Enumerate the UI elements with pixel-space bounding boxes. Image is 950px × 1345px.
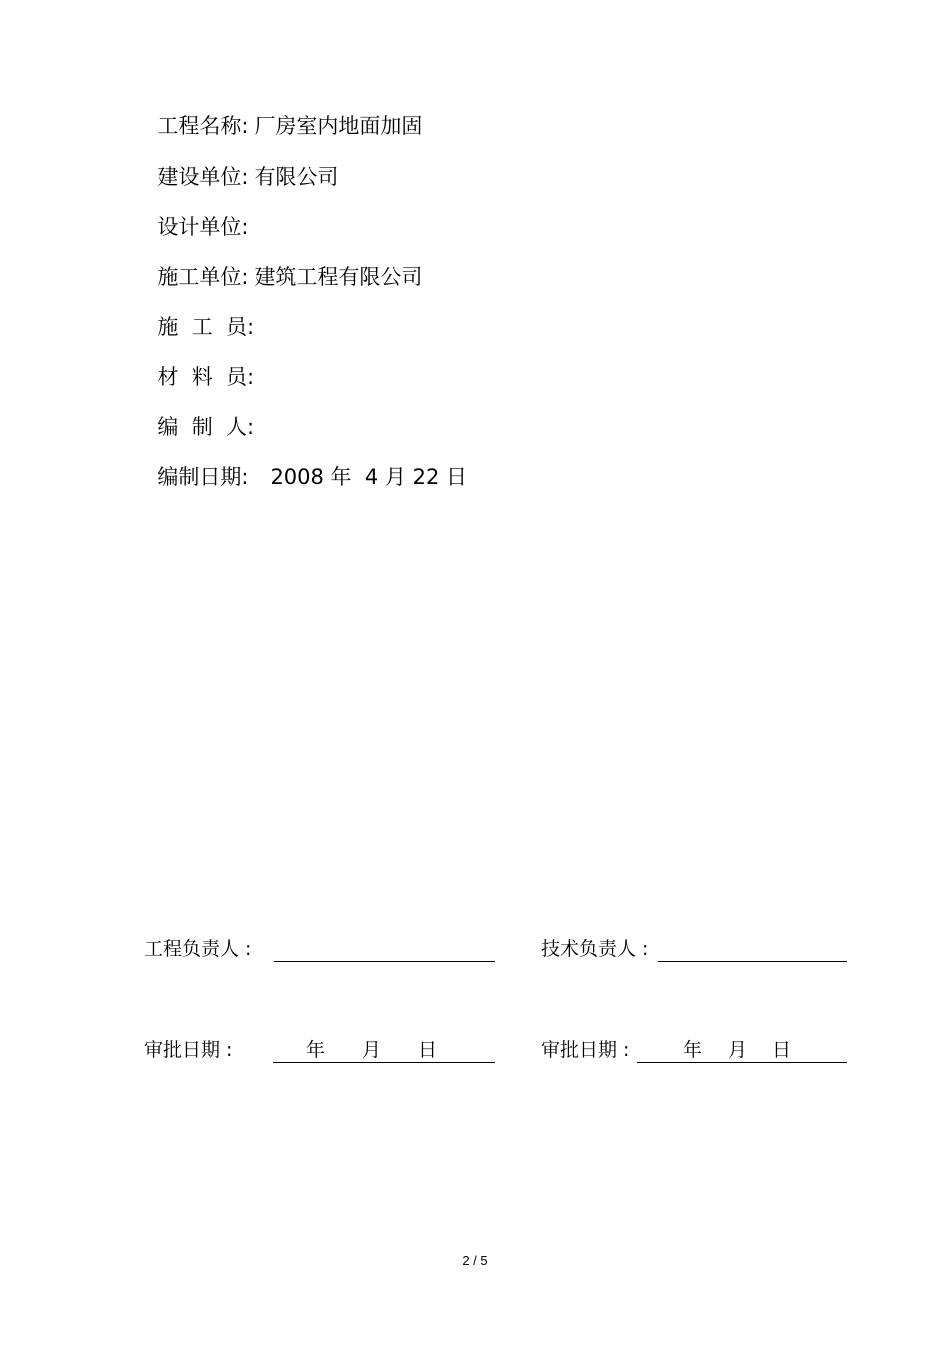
approval-date-right-month: 月 (728, 1039, 748, 1061)
approval-date-right-label: 审批日期 : (541, 1039, 630, 1061)
approval-date-left-year: 年 (306, 1039, 326, 1061)
approval-date-left-label: 审批日期 : (144, 1039, 233, 1061)
builder-value: 有限公司 (254, 165, 339, 189)
construction-staff-label: 施 工 员: (157, 315, 255, 339)
approval-date-right-year: 年 (683, 1039, 703, 1061)
tech-lead-label: 技术负责人 : (541, 938, 649, 960)
compiler-row (144, 388, 254, 440)
page-number: 2 / 5 (462, 1253, 488, 1268)
contractor-label: 施工单位: (157, 265, 249, 289)
contractor-row (144, 238, 422, 290)
tech-lead-signature-line (658, 937, 847, 962)
designer-label: 设计单位: (157, 215, 249, 239)
construction-staff-row (144, 288, 254, 340)
designer-row (144, 188, 254, 240)
project-lead-label: 工程负责人 : (144, 938, 252, 960)
builder-label: 建设单位: (157, 165, 249, 189)
material-staff-row (144, 338, 254, 390)
compile-date-value: 2008 年 4 月 22 日 (270, 465, 468, 489)
compile-date-label: 编制日期: (157, 465, 249, 489)
compile-date-row (144, 438, 467, 490)
builder-row (144, 138, 338, 190)
approval-date-left-day: 日 (418, 1039, 438, 1061)
approval-date-left-month: 月 (362, 1039, 382, 1061)
project-name-row (144, 87, 422, 139)
material-staff-label: 材 料 员: (157, 365, 255, 389)
project-name-value: 厂房室内地面加固 (254, 114, 423, 138)
project-lead-signature-line (274, 937, 495, 962)
compiler-label: 编 制 人: (157, 415, 255, 439)
approval-date-right-day: 日 (772, 1039, 792, 1061)
contractor-value: 建筑工程有限公司 (254, 265, 423, 289)
project-name-label: 工程名称: (157, 114, 249, 138)
